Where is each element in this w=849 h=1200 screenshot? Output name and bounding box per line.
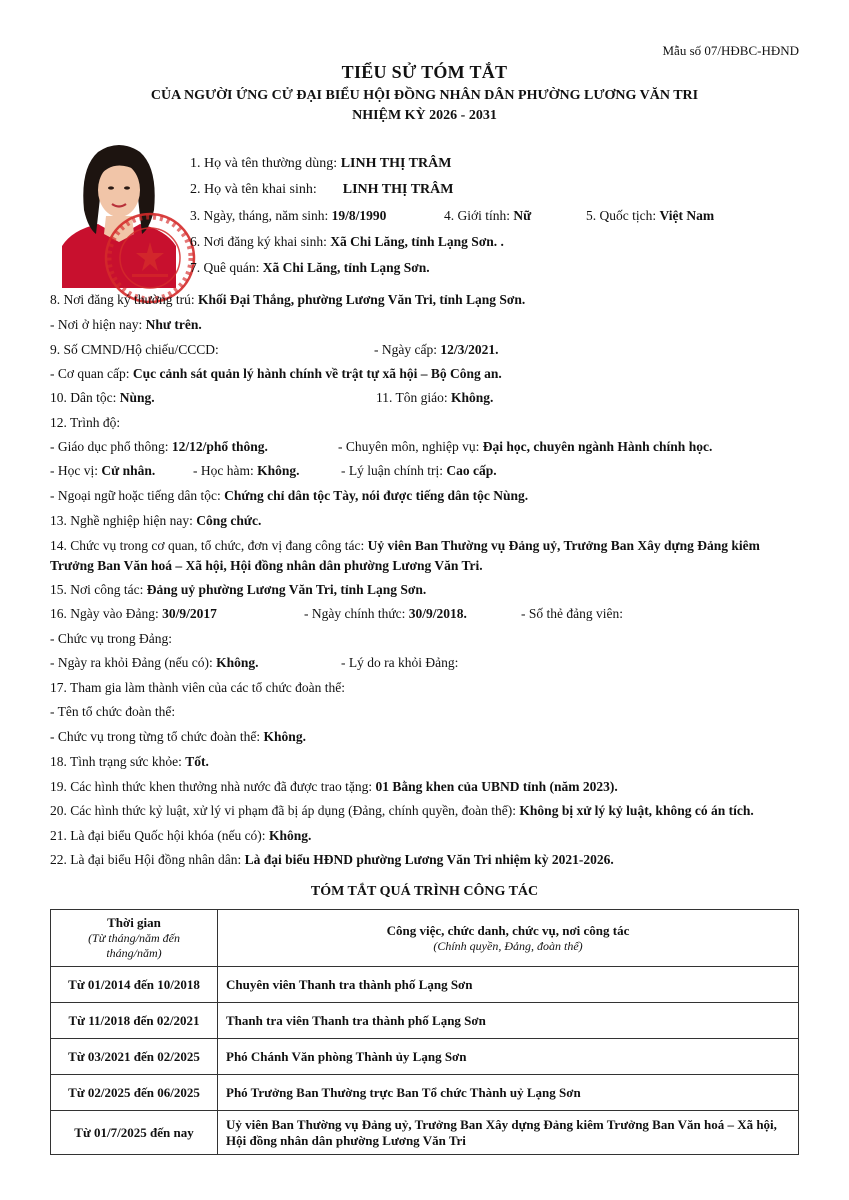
field-discipline: 20. Các hình thức kỷ luật, xử lý vi phạm đã bị áp dụng (Đảng, chính quyền, đoàn thể): Không bị xử lý kỷ luật, không có án tích. [50, 803, 754, 818]
field-national-assembly: 21. Là đại biểu Quốc hội khóa (nếu có): Không. [50, 828, 312, 843]
field-religion: 11. Tôn giáo: Không. [376, 390, 494, 405]
field-permanent-residence: 8. Nơi đăng ký thường trú: Khối Đại Thắng, phường Lương Văn Tri, tỉnh Lạng Sơn. [50, 292, 526, 307]
field-id-number: 9. Số CMND/Hộ chiếu/CCCD: [50, 342, 219, 357]
table-row: Từ 02/2025 đến 06/2025 Phó Trưởng Ban Thường trực Ban Tổ chức Thành uỷ Lạng Sơn [51, 1075, 799, 1111]
official-seal [104, 212, 196, 304]
field-current-residence: - Nơi ở hiện nay: Như trên. [50, 317, 202, 332]
field-ethnicity: 10. Dân tộc: Nùng. [50, 390, 155, 405]
table-row: Từ 11/2018 đến 02/2021 Thanh tra viên Thanh tra thành phố Lạng Sơn [51, 1003, 799, 1039]
field-birth-date: 3. Ngày, tháng, năm sinh: 19/8/1990 [190, 208, 387, 223]
field-workplace: 15. Nơi công tác: Đảng uỷ phường Lương Văn Tri, tỉnh Lạng Sơn. [50, 582, 427, 597]
field-party-official-date: - Ngày chính thức: 30/9/2018. [304, 606, 467, 621]
field-hometown: 7. Quê quán: Xã Chi Lăng, tỉnh Lạng Sơn. [190, 260, 430, 275]
field-nationality: 5. Quốc tịch: Việt Nam [586, 208, 715, 223]
field-party-join-date: 16. Ngày vào Đảng: 30/9/2017 [50, 606, 217, 621]
table-row: Từ 03/2021 đến 02/2025 Phó Chánh Văn phòng Thành ủy Lạng Sơn [51, 1039, 799, 1075]
field-council-member: 22. Là đại biểu Hội đồng nhân dân: Là đại biểu HĐND phường Lương Văn Tri nhiệm kỳ 2021-2026. [50, 852, 614, 867]
career-col-time: Thời gian (Từ tháng/năm đến tháng/năm) [51, 910, 218, 967]
field-birth-place: 6. Nơi đăng ký khai sinh: Xã Chi Lăng, tỉnh Lạng Sơn. . [190, 234, 504, 249]
field-birth-name: 2. Họ và tên khai sinh: LINH THỊ TRÂM [190, 182, 454, 197]
field-languages: - Ngoại ngữ hoặc tiếng dân tộc: Chứng chỉ dân tộc Tày, nói được tiếng dân tộc Nùng. [50, 488, 529, 503]
field-id-issue-date: - Ngày cấp: 12/3/2021. [374, 342, 499, 357]
field-party-position: - Chức vụ trong Đảng: [50, 631, 173, 646]
table-row: Từ 01/2014 đến 10/2018 Chuyên viên Thanh tra thành phố Lạng Sơn [51, 967, 799, 1003]
field-health: 18. Tình trạng sức khỏe: Tốt. [50, 754, 209, 769]
field-gender: 4. Giới tính: Nữ [444, 208, 532, 223]
field-party-card-number: - Số thẻ đảng viên: [521, 606, 623, 621]
field-specialization: - Chuyên môn, nghiệp vụ: Đại học, chuyên ngành Hành chính học. [338, 439, 713, 454]
field-position: 14. Chức vụ trong cơ quan, tổ chức, đơn vị đang công tác: Uỷ viên Ban Thường vụ Đảng uỷ, Trưởng Ban Xây dựng Đảng kiêm Trưởng Ban Văn hoá – Xã hội, Hội đồng nhân dân phường Lương Văn Tri. [50, 538, 760, 573]
field-id-issuer: - Cơ quan cấp: Cục cảnh sát quản lý hành chính về trật tự xã hội – Bộ Công an. [50, 366, 502, 381]
field-awards: 19. Các hình thức khen thưởng nhà nước đã được trao tặng: 01 Bằng khen của UBND tỉnh (năm 2023). [50, 779, 618, 794]
face [98, 163, 140, 217]
field-organization-name: - Tên tổ chức đoàn thể: [50, 704, 176, 719]
field-general-education: - Giáo dục phổ thông: 12/12/phổ thông. [50, 439, 268, 454]
form-code: Mẫu số 07/HĐBC-HĐND [662, 43, 799, 58]
term-title: NHIỆM KỲ 2026 - 2031 [352, 108, 497, 123]
field-occupation: 13. Nghề nghiệp hiện nay: Công chức. [50, 513, 262, 528]
field-party-leave-reason: - Lý do ra khỏi Đảng: [341, 655, 459, 670]
field-organization-position: - Chức vụ trong từng tổ chức đoàn thể: Không. [50, 729, 306, 744]
career-table [50, 909, 799, 1155]
career-col-job: Công việc, chức danh, chức vụ, nơi công tác (Chính quyền, Đảng, đoàn thể) [218, 910, 799, 967]
document-subtitle: CỦA NGƯỜI ỨNG CỬ ĐẠI BIỂU HỘI ĐỒNG NHÂN DÂN PHƯỜNG LƯƠNG VĂN TRI [150, 88, 699, 103]
document-title: TIỂU SỬ TÓM TẮT [341, 62, 508, 82]
field-education-heading: 12. Trình độ: [50, 415, 121, 430]
field-common-name: 1. Họ và tên thường dùng: LINH THỊ TRÂM [190, 156, 452, 171]
career-table-title: TÓM TẮT QUÁ TRÌNH CÔNG TÁC [310, 884, 539, 899]
field-academic-title: - Học hàm: Không. [193, 463, 300, 478]
field-political-theory: - Lý luận chính trị: Cao cấp. [341, 463, 497, 478]
field-degree: - Học vị: Cử nhân. [50, 463, 156, 478]
field-party-leave-date: - Ngày ra khỏi Đảng (nếu có): Không. [50, 655, 259, 670]
table-row: Từ 01/7/2025 đến nay Uỷ viên Ban Thường vụ Đảng uỷ, Trưởng Ban Xây dựng Đảng kiêm Trưởng Ban Văn hoá – Xã hội, Hội đồng nhân dân phường Lương Văn Tri [51, 1111, 799, 1155]
field-organizations: 17. Tham gia làm thành viên của các tổ chức đoàn thể: [50, 680, 345, 695]
